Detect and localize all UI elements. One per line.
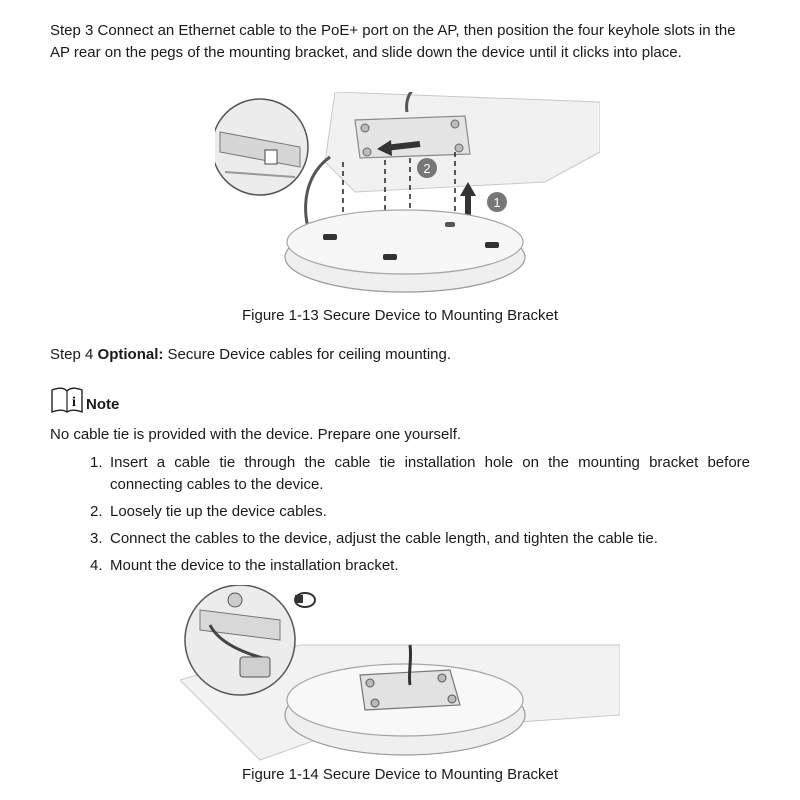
list-item [90, 452, 750, 496]
list-item [90, 555, 750, 577]
list-item [90, 528, 750, 550]
list-item-number: 3. [90, 530, 103, 547]
callout-2-label: 2 [423, 161, 431, 176]
list-item-number: 2. [90, 503, 103, 520]
step-4-suffix: Secure Device cables for ceiling mounting. [163, 346, 452, 363]
note-text: No cable tie is provided with the device. Prepare one yourself. [50, 426, 462, 443]
step-3-text: Step 3 Connect an Ethernet cable to the PoE+ port on the AP, then position the four keyhole slots in the AP rear on the pegs of the mounting bracket, and slide down the device until it clicks into place. [50, 22, 736, 61]
list-item-number: 4. [90, 557, 103, 574]
figure-1-13-caption: Figure 1-13 Secure Device to Mounting Bracket [242, 307, 558, 324]
list-item-text: Connect the cables to the device, adjust the cable length, and tighten the cable tie. [110, 530, 658, 547]
callout-1-label: 1 [493, 195, 501, 210]
figure-1-13-illustration [215, 92, 600, 302]
note-steps-list [90, 452, 750, 582]
figure-1-14-caption: Figure 1-14 Secure Device to Mounting Bracket [242, 766, 558, 783]
note-label: Note [86, 396, 120, 413]
list-item-text: Mount the device to the installation bracket. [110, 557, 399, 574]
note-header [50, 384, 119, 414]
figure-1-14-illustration [180, 585, 620, 765]
cable-tie-icon [295, 593, 315, 607]
list-item-number: 1. [90, 454, 103, 471]
list-item [90, 501, 750, 523]
step-4-prefix: Step 4 [50, 346, 98, 363]
step-4-optional-label: Optional: [97, 346, 164, 363]
list-item-text: Loosely tie up the device cables. [110, 503, 327, 520]
callout-2 [417, 158, 437, 178]
list-item-text: Insert a cable tie through the cable tie installation hole on the mounting bracket before connecting cables to the device. [110, 454, 750, 493]
callout-1 [487, 192, 507, 212]
step-4-text [50, 344, 451, 366]
svg-text:i: i [72, 395, 76, 410]
note-book-icon [50, 384, 84, 414]
